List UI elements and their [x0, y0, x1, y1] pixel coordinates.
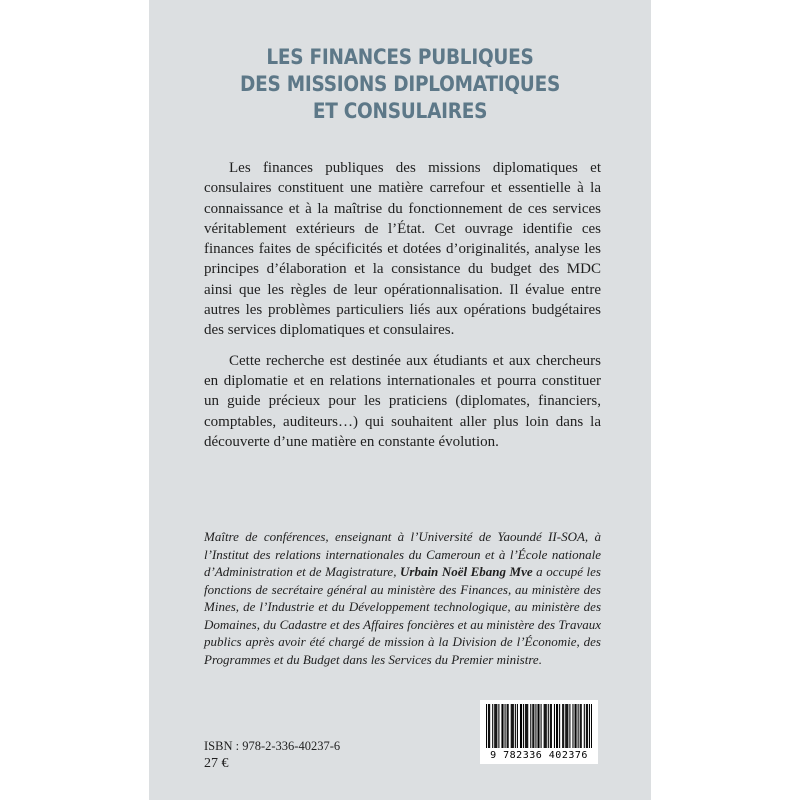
bio-text-after: a occupé les fonctions de secrétaire général au ministère des Finances, au ministère des Mines, de l’Industrie et du Développement technologique, au ministère des Domaines, du Cadastre et des Affaires foncières et au ministère des Travaux publics après avoir été chargé de mission à la Division de l’Économie, des Programmes et du Budget dans les Services du Premier ministre.: [204, 564, 601, 667]
synopsis-paragraph-2: Cette recherche est destinée aux étudiants et aux chercheurs en diplomatie et en relations internationales et pourra constituer un guide précieux pour les praticiens (diplomates, financiers, comptables, auditeurs…) qui souhaitent aller plus loin dans la découverte d’une matière en constante évolution.: [204, 352, 601, 450]
barcode: [480, 700, 598, 764]
bio-text-before: Maître de conférences, enseignant à l’Université de Yaoundé II-SOA, à l’Institut des relations internationales du Cameroun et à l’École nationale d’Administration et de Magistrature,: [204, 529, 601, 579]
title-line-1: LES FINANCES PUBLIQUES: [266, 45, 534, 70]
barcode-digits: 9 782336 402376: [490, 750, 588, 761]
author-bio: [204, 528, 601, 668]
author-name: Urbain Noël Ebang Mve: [400, 564, 533, 579]
synopsis: [204, 158, 601, 452]
isbn-label: ISBN : 978-2-336-40237-6: [204, 739, 341, 753]
book-title: [184, 44, 616, 125]
price-label: 27 €: [204, 756, 229, 771]
back-cover: [149, 0, 651, 800]
title-line-3: ET CONSULAIRES: [312, 99, 488, 124]
title-line-2: DES MISSIONS DIPLOMATIQUES: [239, 72, 561, 97]
synopsis-paragraph-1: Les finances publiques des missions diplomatiques et consulaires constituent une matière carrefour et essentielle à la connaissance et à la maîtrise du fonctionnement de ces services véritablement extérieurs de l’État. Cet ouvrage identifie ces finances faites de spécificités et dotées d’originalités, analyse les principes d’élaboration et la consistance du budget des MDC ainsi que les règles de leur opérationnalisation. Il évalue entre autres les problèmes particuliers liés aux opérations budgétaires des services diplomatiques et consulaires.: [204, 160, 601, 339]
barcode-bars-icon: [486, 704, 592, 748]
